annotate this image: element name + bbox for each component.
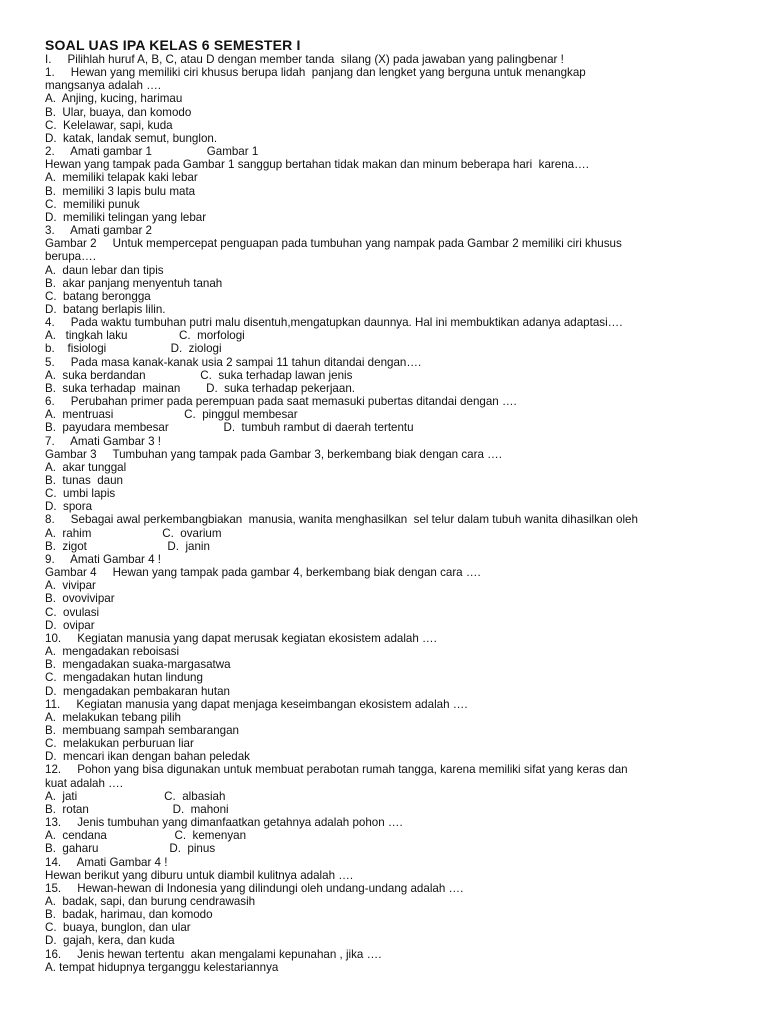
- line-text: C. melakukan perburuan liar: [45, 737, 194, 751]
- line-text: Hewan yang tampak pada Gambar 1 sanggup bertahan tidak makan dan minum beberapa hari karena….: [45, 158, 589, 172]
- line-text: C. Kelelawar, sapi, kuda: [45, 118, 173, 132]
- document-line: [45, 211, 725, 224]
- line-text: 4. Pada waktu tumbuhan putri malu disentuh,mengatupkan daunnya. Hal ini membuktikan adanya adaptasi….: [45, 316, 623, 330]
- line-text: 15. Hewan-hewan di Indonesia yang dilindungi oleh undang-undang adalah ….: [45, 881, 464, 895]
- line-text: B. rotan D. mahoni: [45, 802, 229, 816]
- document-line: [45, 461, 725, 474]
- line-text: D. memiliki telingan yang lebar: [45, 210, 207, 224]
- document-line: [45, 329, 725, 342]
- line-text: B. akar panjang menyentuh tanah: [45, 276, 223, 290]
- document-line: [45, 408, 725, 421]
- document-line: [45, 606, 725, 619]
- line-text: 5. Pada masa kanak-kanak usia 2 sampai 11 tahun ditandai dengan….: [45, 355, 422, 369]
- line-text: D. spora: [45, 500, 93, 514]
- line-text: B. memiliki 3 lapis bulu mata: [45, 184, 196, 198]
- line-text: A. mengadakan reboisasi: [45, 645, 180, 659]
- line-text: B. tunas daun: [45, 474, 123, 487]
- document-line: [45, 237, 725, 250]
- document-line: [45, 619, 725, 632]
- line-text: A. tingkah laku C. morfologi: [45, 329, 245, 343]
- document-content: [45, 38, 725, 974]
- line-text: mangsanya adalah ….: [45, 79, 162, 93]
- document-line: [45, 448, 725, 461]
- document-line: [45, 790, 725, 803]
- line-text: C. ovulasi: [45, 605, 100, 619]
- line-text: D. gajah, kera, dan kuda: [45, 934, 175, 948]
- line-text: 8. Sebagai awal perkembangbiakan manusia, wanita menghasilkan sel telur dalam tubuh wanita dihasilkan oleh: [45, 513, 638, 527]
- line-text: Gambar 3 Tumbuhan yang tampak pada Gambar 3, berkembang biak dengan cara ….: [45, 447, 502, 461]
- question-list: [45, 53, 725, 974]
- document-line: [45, 527, 725, 540]
- document-line: [45, 803, 725, 816]
- line-text: D. mengadakan pembakaran hutan: [45, 684, 230, 698]
- line-text: I. Pilihlah huruf A, B, C, atau D dengan member tanda silang (X) pada jawaban yang palingbenar !: [45, 53, 564, 66]
- line-text: B. ovovivipar: [45, 592, 115, 606]
- document-line: [45, 777, 725, 790]
- document-line: [45, 882, 725, 895]
- document-line: [45, 92, 725, 105]
- document-line: [45, 171, 725, 184]
- document-title: SOAL UAS IPA KELAS 6 SEMESTER I: [45, 37, 301, 53]
- document-line: [45, 342, 725, 355]
- line-text: A. daun lebar dan tipis: [45, 263, 164, 277]
- document-line: [45, 645, 725, 658]
- line-text: b. fisiologi D. ziologi: [45, 342, 222, 356]
- document-line: [45, 356, 725, 369]
- document-line: [45, 671, 725, 684]
- document-line: [45, 698, 725, 711]
- line-text: C. batang berongga: [45, 289, 151, 303]
- line-text: 2. Amati gambar 1 Gambar 1: [45, 145, 259, 159]
- document-line: [45, 948, 725, 961]
- document-line: [45, 487, 725, 500]
- line-text: Gambar 4 Hewan yang tampak pada gambar 4, berkembang biak dengan cara ….: [45, 566, 481, 580]
- document-line: [45, 842, 725, 855]
- line-text: B. suka terhadap mainan D. suka terhadap pekerjaan.: [45, 381, 355, 395]
- line-text: D. mencari ikan dengan bahan peledak: [45, 750, 250, 764]
- document-line: [45, 895, 725, 908]
- line-text: B. mengadakan suaka-margasatwa: [45, 658, 231, 672]
- document-line: [45, 277, 725, 290]
- document-line: [45, 264, 725, 277]
- line-text: A. melakukan tebang pilih: [45, 710, 181, 724]
- document-line: [45, 53, 725, 66]
- document-line: [45, 816, 725, 829]
- line-text: C. buaya, bunglon, dan ular: [45, 921, 191, 935]
- document-line: [45, 382, 725, 395]
- line-text: A. rahim C. ovarium: [45, 526, 222, 540]
- line-text: C. umbi lapis: [45, 487, 116, 501]
- line-text: B. Ular, buaya, dan komodo: [45, 105, 192, 119]
- line-text: 13. Jenis tumbuhan yang dimanfaatkan getahnya adalah pohon ….: [45, 816, 403, 830]
- document-line: [45, 961, 725, 974]
- line-text: 7. Amati Gambar 3 !: [45, 434, 161, 448]
- document-line: [45, 934, 725, 947]
- line-text: 14. Amati Gambar 4 !: [45, 855, 168, 869]
- document-line: [45, 829, 725, 842]
- line-text: berupa….: [45, 250, 96, 264]
- document-line: [45, 474, 725, 487]
- line-text: C. memiliki punuk: [45, 197, 140, 211]
- line-text: B. membuang sampah sembarangan: [45, 723, 239, 737]
- line-text: C. mengadakan hutan lindung: [45, 671, 203, 685]
- line-text: A. mentruasi C. pinggul membesar: [45, 408, 298, 422]
- document-line: [45, 763, 725, 776]
- document-line: [45, 119, 725, 132]
- line-text: kuat adalah ….: [45, 776, 123, 790]
- document-line: [45, 66, 725, 79]
- document-line: [45, 435, 725, 448]
- line-text: 10. Kegiatan manusia yang dapat merusak kegiatan ekosistem adalah ….: [45, 631, 437, 645]
- document-line: [45, 921, 725, 934]
- document-line: [45, 711, 725, 724]
- document-line: [45, 513, 725, 526]
- document-line: [45, 132, 725, 145]
- line-text: 6. Perubahan primer pada perempuan pada saat memasuki pubertas ditandai dengan ….: [45, 395, 517, 409]
- line-text: B. payudara membesar D. tumbuh rambut di daerah tertentu: [45, 421, 414, 435]
- document-line: [45, 145, 725, 158]
- document-line: [45, 566, 725, 579]
- line-text: A. cendana C. kemenyan: [45, 829, 247, 843]
- line-text: 16. Jenis hewan tertentu akan mengalami kepunahan , jika ….: [45, 947, 382, 961]
- document-line: [45, 369, 725, 382]
- document-line: [45, 395, 725, 408]
- document-line: [45, 592, 725, 605]
- line-text: D. ovipar: [45, 618, 95, 632]
- line-text: A. akar tunggal: [45, 460, 127, 474]
- document-line: [45, 750, 725, 763]
- document-line: [45, 224, 725, 237]
- document-line: [45, 106, 725, 119]
- line-text: A. suka berdandan C. suka terhadap lawan jenis: [45, 368, 353, 382]
- line-text: Gambar 2 Untuk mempercepat penguapan pada tumbuhan yang nampak pada Gambar 2 memiliki ciri khusus: [45, 237, 622, 251]
- document-line: [45, 421, 725, 434]
- line-text: 11. Kegiatan manusia yang dapat menjaga keseimbangan ekosistem adalah ….: [45, 697, 468, 711]
- line-text: D. batang berlapis lilin.: [45, 302, 166, 316]
- line-text: B. zigot D. janin: [45, 539, 210, 553]
- line-text: 3. Amati gambar 2: [45, 224, 152, 238]
- document-line: [45, 869, 725, 882]
- document-line: [45, 540, 725, 553]
- document-line: [45, 685, 725, 698]
- line-text: 12. Pohon yang bisa digunakan untuk membuat perabotan rumah tangga, karena memiliki sifat yang keras dan: [45, 763, 628, 777]
- document-line: [45, 724, 725, 737]
- document-line: [45, 79, 725, 92]
- document-line: [45, 198, 725, 211]
- document-line: [45, 158, 725, 171]
- document-line: [45, 290, 725, 303]
- line-text: A. jati C. albasiah: [45, 789, 226, 803]
- line-text: A. tempat hidupnya terganggu kelestariannya: [45, 960, 279, 974]
- line-text: A. badak, sapi, dan burung cendrawasih: [45, 895, 256, 908]
- line-text: B. badak, harimau, dan komodo: [45, 908, 213, 922]
- line-text: B. gaharu D. pinus: [45, 842, 216, 856]
- document-line: [45, 500, 725, 513]
- line-text: A. Anjing, kucing, harimau: [45, 92, 183, 106]
- document-line: [45, 632, 725, 645]
- line-text: A. vivipar: [45, 579, 96, 593]
- line-text: D. katak, landak semut, bunglon.: [45, 131, 218, 145]
- line-text: 1. Hewan yang memiliki ciri khusus berupa lidah panjang dan lengket yang berguna untuk menangkap: [45, 66, 586, 80]
- document-line: [45, 856, 725, 869]
- document-line: [45, 908, 725, 921]
- document-line: [45, 185, 725, 198]
- document-line: [45, 658, 725, 671]
- document-line: [45, 553, 725, 566]
- line-text: Hewan berikut yang diburu untuk diambil kulitnya adalah ….: [45, 868, 354, 882]
- line-text: 9. Amati Gambar 4 !: [45, 552, 161, 566]
- document-line: [45, 316, 725, 329]
- line-text: A. memiliki telapak kaki lebar: [45, 171, 198, 185]
- document-line: [45, 579, 725, 592]
- document-line: [45, 250, 725, 263]
- document-line: [45, 737, 725, 750]
- document-line: [45, 303, 725, 316]
